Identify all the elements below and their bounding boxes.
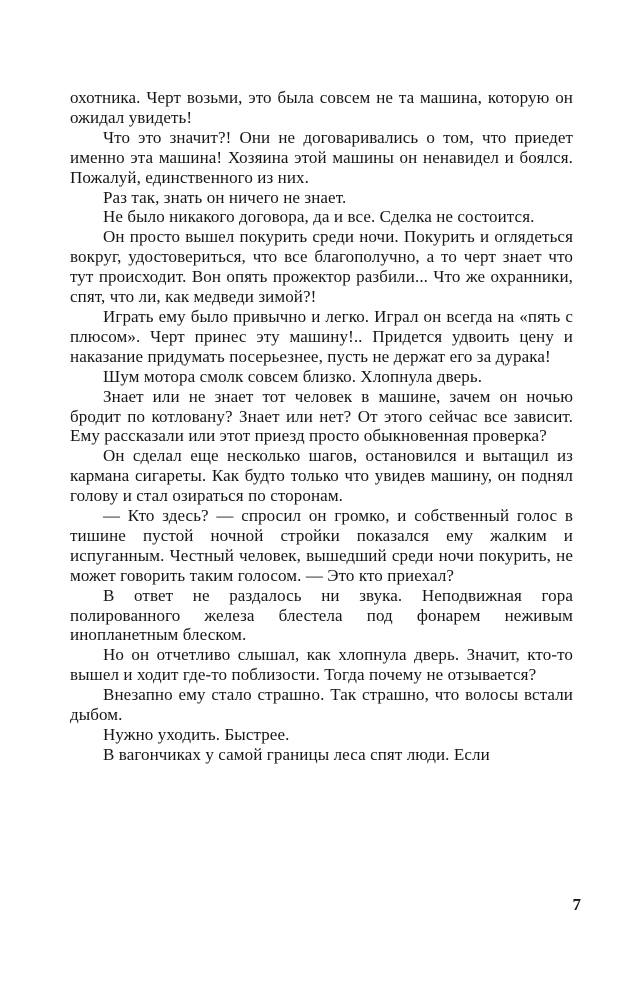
paragraph: Нужно уходить. Быстрее. bbox=[103, 725, 290, 744]
paragraph: — Кто здесь? — спросил он громко, и собственный голос в тишине пустой ночной стройки показался ему жалким и испуганным. Честный человек, вышедший среди ночи покурить, не может говорить таким голосом. — Это кто приехал? bbox=[70, 506, 573, 585]
paragraph: Он просто вышел покурить среди ночи. Покурить и оглядеться вокруг, удостовериться, что все благополучно, а то черт знает что тут происходит. Вон опять прожектор разбили... Что же охранники, спят, что ли, как медведи зимой?! bbox=[70, 227, 573, 307]
paragraph: Что это значит?! Они не договаривались о том, что приедет именно эта машина! Хозяина этой машины он ненавидел и боялся. Пожалуй, единственного из них. bbox=[70, 127, 573, 187]
paragraph: Раз так, знать он ничего не знает. bbox=[103, 187, 347, 207]
page-text bbox=[70, 88, 573, 765]
paragraph: охотника. Черт возьми, это была совсем не та машина, которую он ожидал увидеть! bbox=[70, 88, 573, 127]
paragraph: Он сделал еще несколько шагов, остановился и вытащил из кармана сигареты. Как будто только что увидев машину, он поднял голову и стал озираться по сторонам. bbox=[70, 446, 573, 506]
paragraph: В вагончиках у самой границы леса спят люди. Если bbox=[103, 744, 490, 764]
paragraph: Не было никакого договора, да и все. Сделка не состоится. bbox=[103, 207, 535, 227]
paragraph: Внезапно ему стало страшно. Так страшно, что волосы встали дыбом. bbox=[70, 685, 573, 725]
page-number: 7 bbox=[572, 895, 581, 914]
paragraph: Знает или не знает тот человек в машине, зачем он ночью бродит по котловану? Знает или нет? От этого сейчас все зависит. Ему рассказали или этот приезд просто обыкновенная проверка? bbox=[70, 386, 573, 446]
paragraph: Играть ему было привычно и легко. Играл он всегда на «пять с плюсом». Черт принес эту машину!.. Придется удвоить цену и наказание придумать посерьезнее, пусть не держат его за дурака! bbox=[70, 306, 573, 366]
paragraph: В ответ не раздалось ни звука. Неподвижная гора полированного железа блестела под фонарем неживым инопланетным блеском. bbox=[70, 585, 573, 645]
paragraph: Шум мотора смолк совсем близко. Хлопнула дверь. bbox=[103, 366, 483, 386]
paragraph: Но он отчетливо слышал, как хлопнула дверь. Значит, кто-то вышел и ходит где-то поблизости. Тогда почему не отзывается? bbox=[70, 645, 573, 685]
